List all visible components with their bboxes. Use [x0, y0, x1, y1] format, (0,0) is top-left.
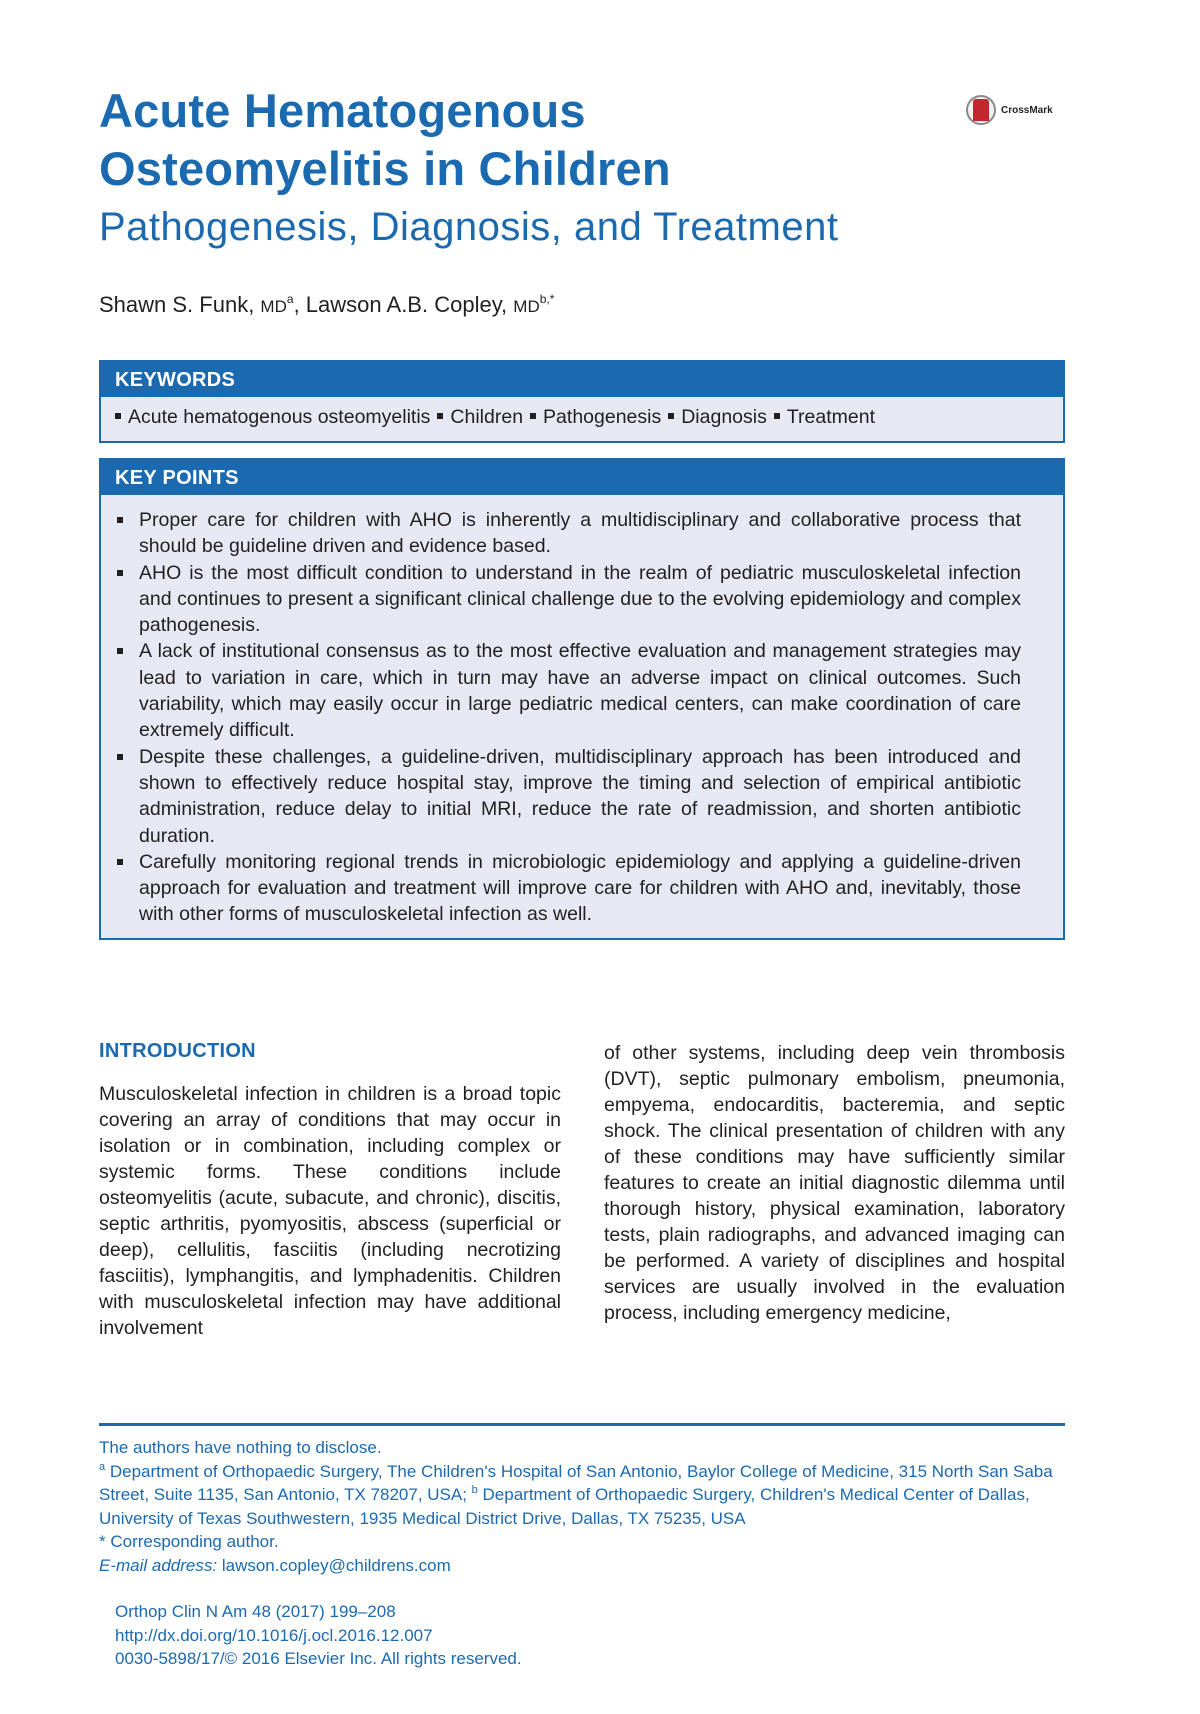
keyword-item: Diagnosis: [681, 406, 767, 428]
keywords-list: [101, 397, 1063, 430]
keywords-box: [99, 360, 1065, 443]
email-note: [99, 1554, 1065, 1578]
introduction-left-column: Musculoskeletal infection in children is a broad topic covering an array of conditions that may occur in isolation or in combination, including complex or systemic forms. These conditions include osteomyelitis (acute, subacute, and chronic), discitis, septic arthritis, pyomyositis, abscess (superficial or deep), cellulitis, fasciitis (including necrotizing fasciitis), lymphangitis, and lymphadenitis. Children with musculoskeletal infection may have additional involvement: [99, 1083, 561, 1339]
bullet-icon: [437, 413, 443, 419]
keyword-item: Children: [450, 406, 524, 428]
email-link[interactable]: lawson.copley@childrens.com: [217, 1555, 451, 1575]
author-1-degree: MD: [260, 297, 287, 316]
key-point-item: Proper care for children with AHO is inherently a multidisciplinary and collaborative process that should be guideline driven and evidence based.: [139, 507, 1021, 560]
copyright-notice: 0030-5898/17/© 2016 Elsevier Inc. All rights reserved.: [115, 1649, 522, 1668]
key-point-item: Despite these challenges, a guideline-driven, multidisciplinary approach has been introduced and shown to effectively reduce hospital stay, improve the timing and selection of empirical antibiotic administration, reduce delay to initial MRI, reduce the rate of readmission, and shorten antibiotic duration.: [139, 744, 1021, 849]
key-point-item: Carefully monitoring regional trends in microbiologic epidemiology and applying a guideline-driven approach for evaluation and treatment will improve care for children with AHO and, inevitably, those with other forms of musculoskeletal infection as well.: [139, 849, 1021, 928]
article-title-line1: Acute Hematogenous: [99, 84, 586, 137]
crossmark-icon: [966, 95, 996, 125]
doi-link[interactable]: http://dx.doi.org/10.1016/j.ocl.2016.12.007: [115, 1625, 433, 1645]
journal-citation: Orthop Clin N Am 48 (2017) 199–208: [115, 1602, 396, 1621]
author-2-name: Lawson A.B. Copley,: [305, 292, 514, 317]
footnotes: [99, 1436, 1065, 1577]
crossmark-label: CrossMark: [1001, 104, 1053, 116]
keyword-item: Acute hematogenous osteomyelitis: [128, 406, 431, 428]
keyword-item: Pathogenesis: [543, 406, 662, 428]
affiliation-b: Department of Orthopaedic Surgery, Children's Medical Center of Dallas, University of Texas Southwestern, 1935 Medical District Drive, Dallas, TX 75235, USA: [99, 1485, 1030, 1528]
key-points-box: [99, 458, 1065, 940]
article-title-line2: Osteomyelitis in Children: [99, 142, 671, 195]
article-subtitle: Pathogenesis, Diagnosis, and Treatment: [99, 205, 839, 249]
keyword-item: Treatment: [786, 406, 875, 428]
crossmark-badge[interactable]: [966, 94, 1053, 126]
affiliation-b-mark: b: [471, 1484, 478, 1496]
affiliations-note: [99, 1460, 1065, 1531]
citation-block: [115, 1600, 815, 1671]
key-points-heading: KEY POINTS: [101, 460, 1063, 495]
article-title: [99, 82, 919, 198]
affiliation-a: Department of Orthopaedic Surgery, The Children's Hospital of San Antonio, Baylor College of Medicine, 315 North San Saba Street, Suite 1135, San Antonio, TX 78207, USA;: [99, 1461, 1053, 1504]
footnote-divider: [99, 1423, 1065, 1426]
bullet-icon: [115, 413, 121, 419]
bullet-icon: [774, 413, 780, 419]
author-1-affiliation-mark: a: [286, 292, 294, 306]
affiliation-a-mark: a: [99, 1460, 106, 1473]
keywords-heading: KEYWORDS: [101, 362, 1063, 397]
author-line: [99, 290, 1099, 322]
bullet-icon: [668, 413, 674, 419]
disclosure-note: The authors have nothing to disclose.: [99, 1438, 382, 1457]
corresponding-author-note: * Corresponding author.: [99, 1532, 279, 1551]
author-2-affiliation-mark: b,*: [539, 292, 555, 306]
author-2-degree: MD: [513, 297, 540, 316]
bullet-icon: [530, 413, 536, 419]
key-point-item: AHO is the most difficult condition to understand in the realm of pediatric musculoskeletal infection and continues to present a significant clinical challenge due to the evolving epidemiology and complex pathogenesis.: [139, 560, 1021, 639]
author-1-name: Shawn S. Funk,: [99, 292, 261, 317]
key-points-list: [101, 495, 1063, 928]
email-label: E-mail address:: [99, 1555, 218, 1575]
author-separator: ,: [293, 292, 306, 317]
introduction-right-column: of other systems, including deep vein thrombosis (DVT), septic pulmonary embolism, pneumonia, empyema, endocarditis, bacteremia, and septic shock. The clinical presentation of children with any of these conditions may have sufficiently similar features to create an initial diagnostic dilemma until thorough history, physical examination, laboratory tests, plain radiographs, and advanced imaging can be performed. A variety of disciplines and hospital services are usually involved in the evaluation process, including emergency medicine,: [604, 1042, 1065, 1324]
introduction-heading: INTRODUCTION: [99, 1040, 256, 1062]
key-point-item: A lack of institutional consensus as to the most effective evaluation and management strategies may lead to variation in care, which in turn may have an adverse impact on clinical outcomes. Such variability, which may easily occur in large pediatric medical centers, can make coordination of care extremely difficult.: [139, 638, 1021, 743]
